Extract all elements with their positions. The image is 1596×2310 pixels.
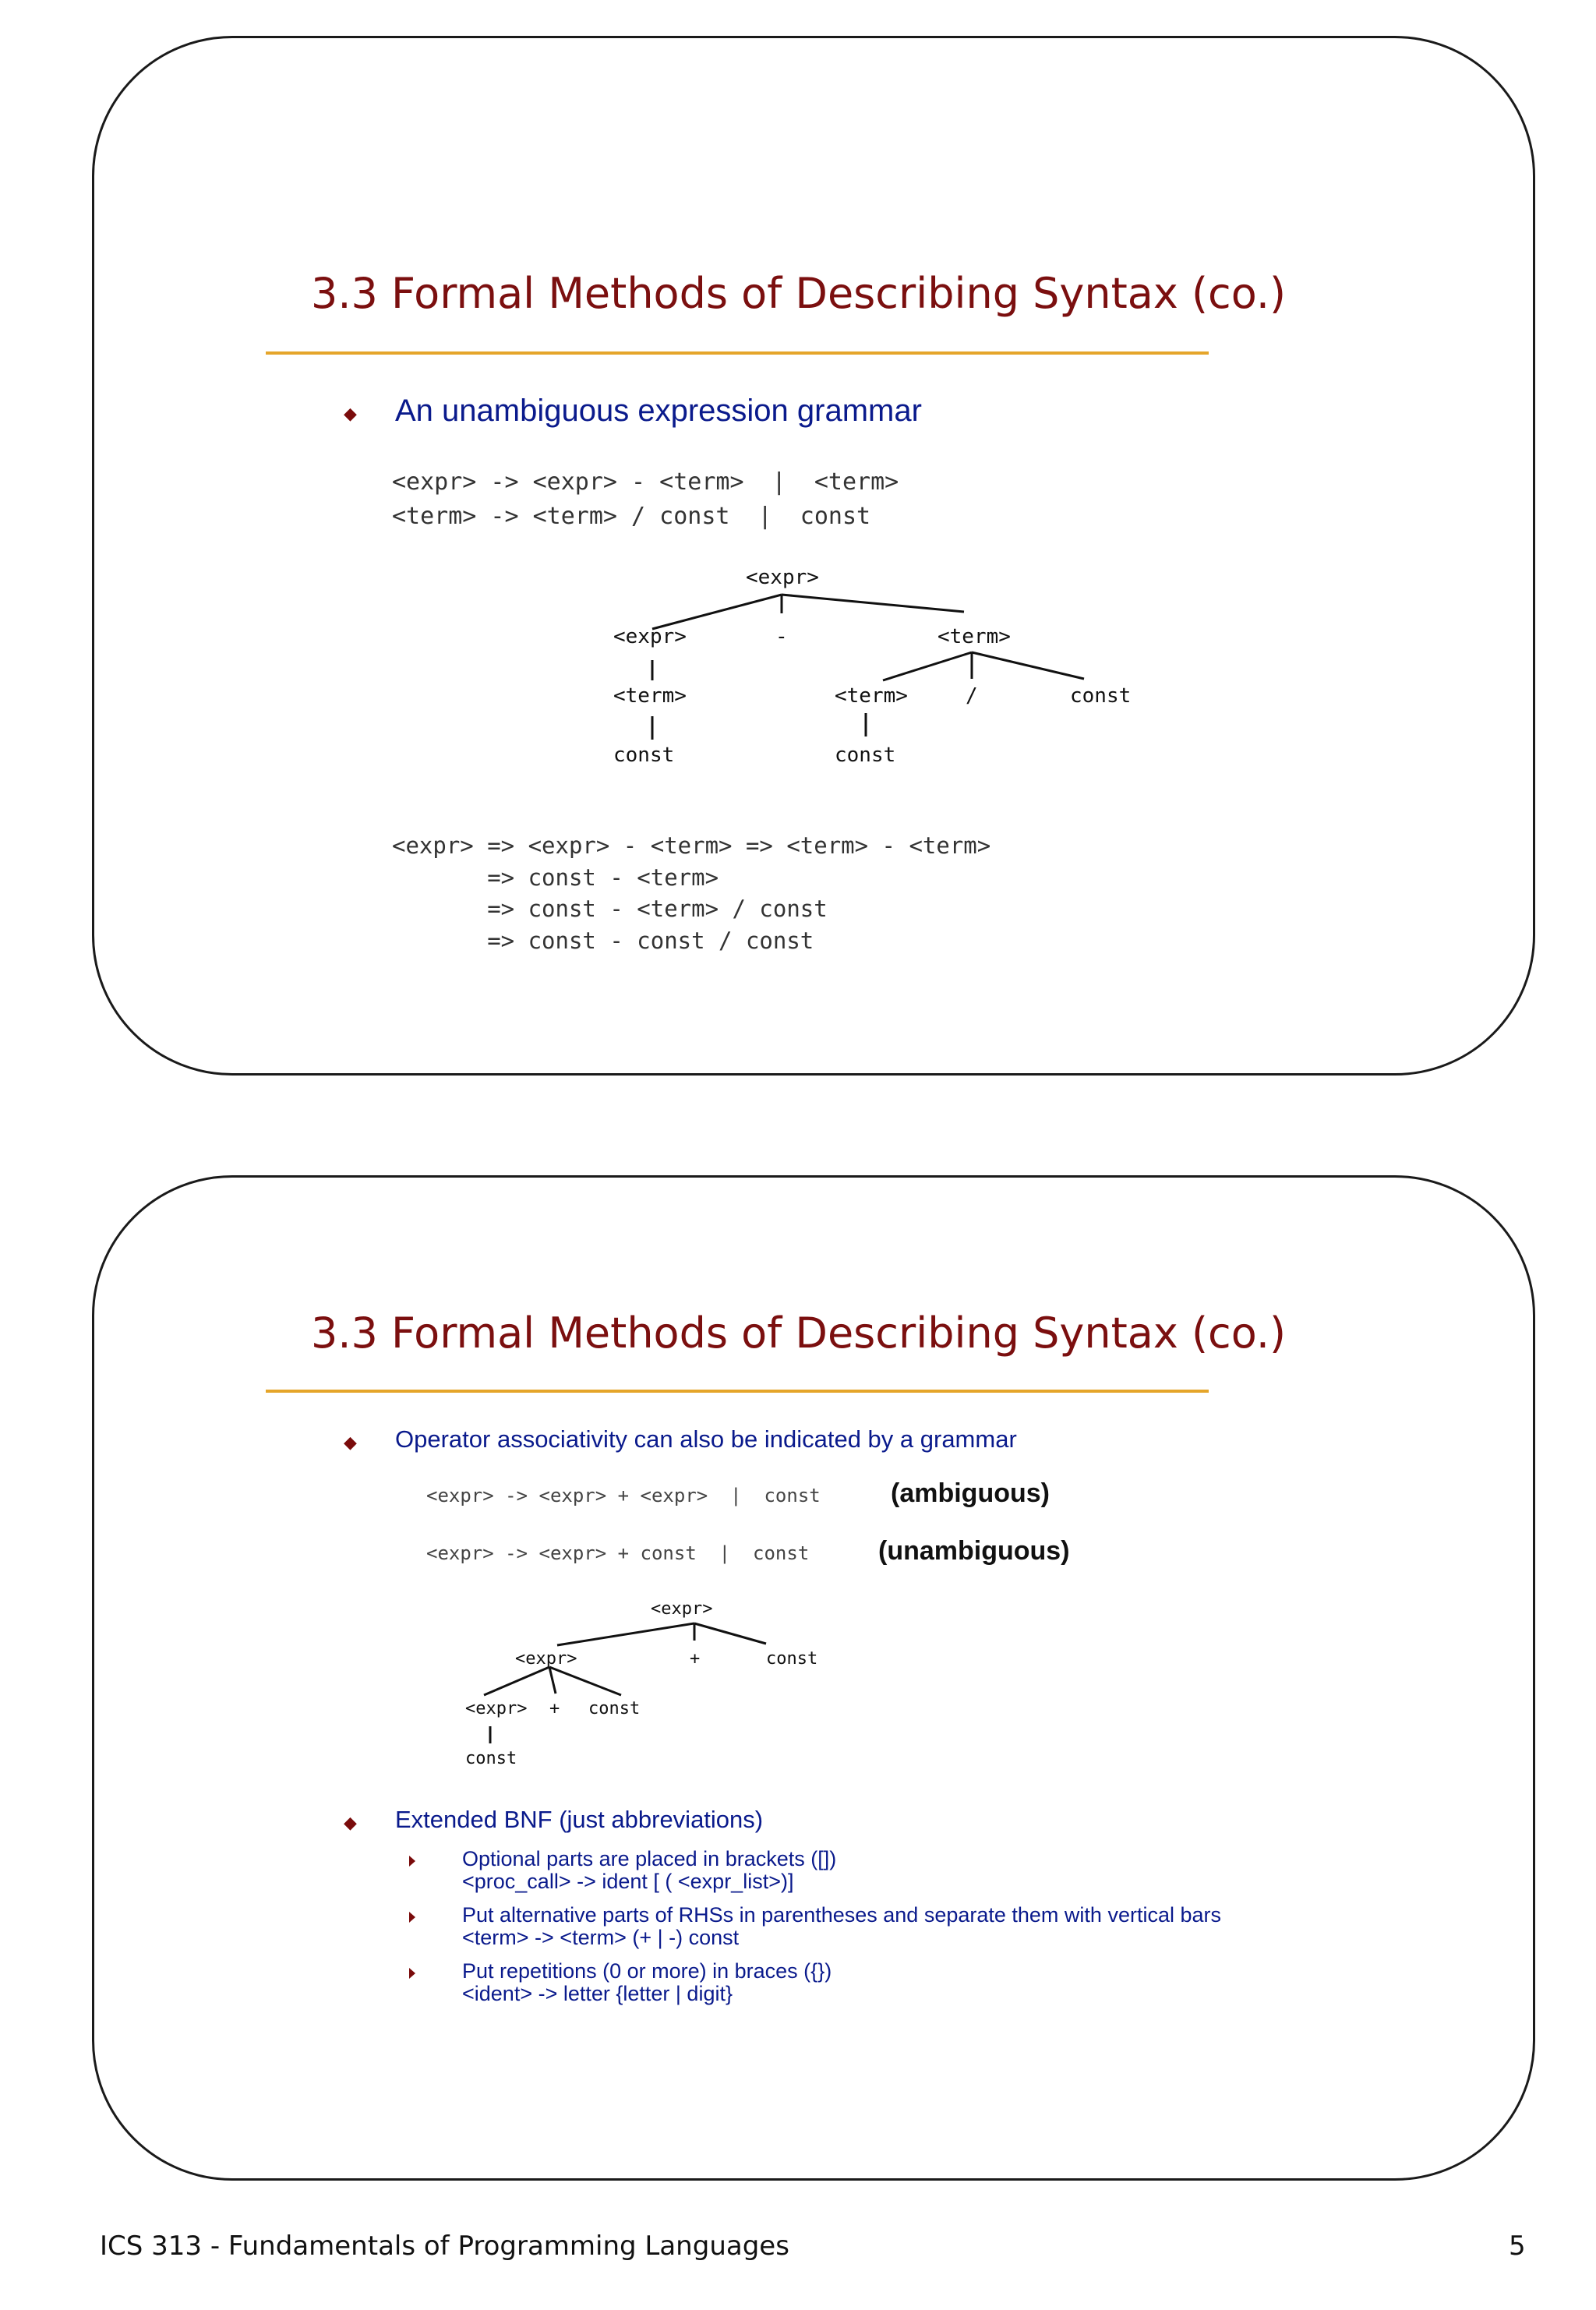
tree-node: + xyxy=(549,1699,560,1718)
tree-node: const xyxy=(588,1699,641,1718)
tree-node: <expr> xyxy=(613,625,687,648)
grammar-rule-ambiguous: <expr> -> <expr> + <expr> | const xyxy=(426,1485,821,1506)
grammar-rule-unambiguous: <expr> -> <expr> + const | const xyxy=(426,1542,810,1564)
footer-course: ICS 313 - Fundamentals of Programming Languages xyxy=(100,2231,789,2262)
tree-node: + xyxy=(690,1649,701,1669)
unambiguous-tag: (unambiguous) xyxy=(878,1536,1070,1566)
page-number: 5 xyxy=(1509,2231,1526,2262)
ebnf-item-example: <term> -> <term> (+ | -) const xyxy=(462,1926,740,1949)
tree-node: const xyxy=(613,744,675,767)
parse-tree-left-assoc xyxy=(94,1178,1538,2183)
derivation-line: <expr> => <expr> - <term> => <term> - <term> xyxy=(392,832,991,859)
slide-top xyxy=(92,36,1535,1076)
slide-title: 3.3 Formal Methods of Describing Syntax (co.) xyxy=(311,1309,1287,1358)
tree-node: / xyxy=(966,684,978,708)
triangle-bullet-icon xyxy=(409,1968,415,1979)
ebnf-item xyxy=(462,1904,1221,1949)
tree-node: const xyxy=(465,1749,517,1768)
triangle-bullet-icon xyxy=(409,1856,415,1867)
ebnf-item-desc: Optional parts are placed in brackets ([]) xyxy=(462,1847,837,1870)
ebnf-item-example: <ident> -> letter {letter | digit} xyxy=(462,1982,733,2005)
bullet-text: An unambiguous expression grammar xyxy=(395,394,922,428)
derivation-line: => const - <term> xyxy=(392,864,719,891)
tree-node: <term> xyxy=(937,625,1011,648)
tree-node: <expr> xyxy=(746,566,819,589)
slide-title: 3.3 Formal Methods of Describing Syntax (co.) xyxy=(311,269,1287,318)
bullet-text: Operator associativity can also be indicated by a grammar xyxy=(395,1425,1017,1453)
triangle-bullet-icon xyxy=(409,1912,415,1923)
diamond-bullet-icon: ◆ xyxy=(344,404,357,424)
ebnf-item xyxy=(462,1960,832,2005)
derivation-line: => const - const / const xyxy=(392,927,814,954)
derivation-block xyxy=(392,830,990,956)
tree-node: <expr> xyxy=(515,1649,577,1669)
tree-node: const xyxy=(766,1649,818,1669)
tree-node: <expr> xyxy=(651,1599,713,1619)
grammar-line: <term> -> <term> / const | const xyxy=(392,503,871,530)
diamond-bullet-icon: ◆ xyxy=(344,1433,357,1453)
slide-bottom xyxy=(92,1175,1535,2181)
tree-node: const xyxy=(1070,684,1132,708)
bullet-text: Extended BNF (just abbreviations) xyxy=(395,1806,764,1833)
grammar-line: <expr> -> <expr> - <term> | <term> xyxy=(392,468,899,496)
ambiguous-tag: (ambiguous) xyxy=(891,1478,1050,1508)
ebnf-item-desc: Put alternative parts of RHSs in parentheses and separate them with vertical bars xyxy=(462,1903,1221,1927)
ebnf-item-example: <proc_call> -> ident [ ( <expr_list>)] xyxy=(462,1870,794,1893)
diamond-bullet-icon: ◆ xyxy=(344,1814,357,1833)
ebnf-item-desc: Put repetitions (0 or more) in braces ({}) xyxy=(462,1959,832,1983)
tree-node: <term> xyxy=(613,684,687,708)
ebnf-item xyxy=(462,1848,836,1893)
tree-node: - xyxy=(775,625,788,648)
tree-node: <term> xyxy=(835,684,908,708)
derivation-line: => const - <term> / const xyxy=(392,895,828,922)
tree-node: const xyxy=(835,744,896,767)
tree-node: <expr> xyxy=(465,1699,528,1718)
